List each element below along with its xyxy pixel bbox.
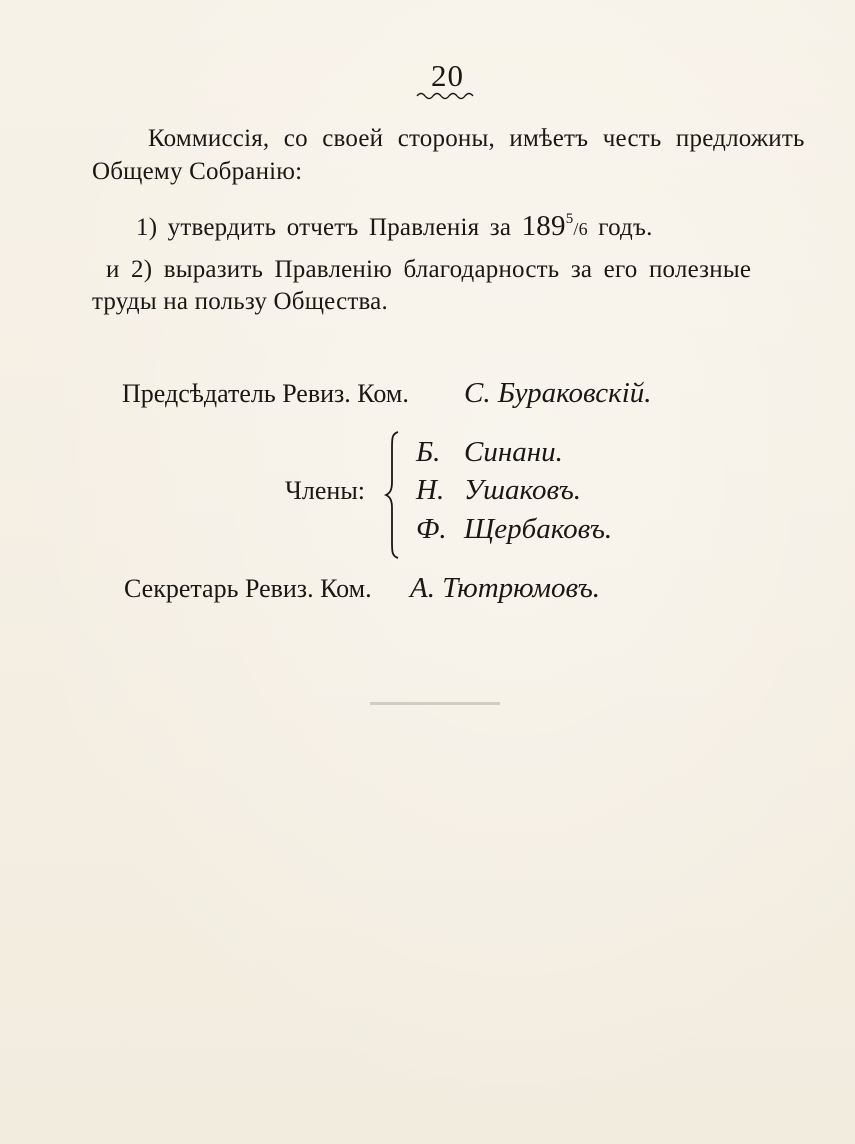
page-number: 20 [431,58,464,93]
year-superscript: 5 [565,211,574,227]
paragraph-line: Коммиссія, со своей стороны, имѣетъ честь предложить [148,125,805,152]
curly-brace-icon [384,430,404,560]
member-initial: Ф. [416,513,447,545]
chairman-name: С. Бураковскій. [464,377,652,409]
member-row [416,513,612,546]
secretary-label: Секретарь Ревиз. Ком. [124,574,372,603]
member-surname: Синани. [464,436,563,468]
member-initial: Н. [416,474,445,506]
faint-rule-divider [370,702,500,705]
resolution-item-1 [136,210,653,243]
resolution-item-2: и 2) выразить Правленію благодарность за его полезные [106,256,752,283]
member-initial: Б. [416,436,441,468]
member-row [416,474,581,507]
member-surname: Щербаковъ. [464,513,613,545]
item-1-text: 1) утвердить отчетъ Правленія за [136,214,512,241]
paragraph-line: труды на пользу Общества. [92,288,388,315]
chairman-label: Предсѣдатель Ревиз. Ком. [122,379,409,408]
item-1-suffix: годъ. [587,214,653,241]
wavy-ornament [415,90,479,102]
member-row [416,436,563,469]
member-surname: Ушаковъ. [464,474,581,506]
members-label: Члены: [285,476,366,505]
secretary-name: А. Тютрюмовъ. [410,572,601,604]
year-denominator: /6 [573,219,588,239]
year-base: 189 [521,210,566,242]
paragraph-line: Общему Собранію: [92,158,303,185]
